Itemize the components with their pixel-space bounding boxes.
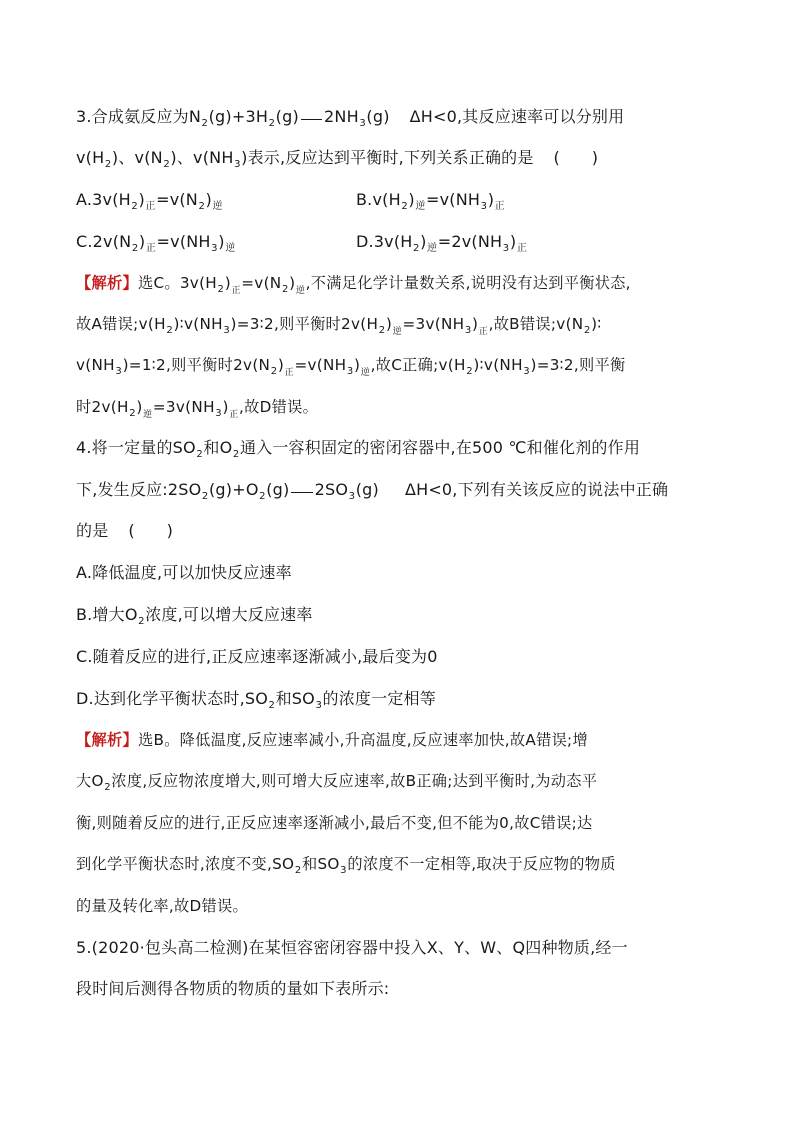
q4-analysis-line2: 大$O_2$浓度,反应物浓度增大,则可增大反应速率,故B正确;达到平衡时,为动态平 xyxy=(76,772,598,793)
q3-option-a: $A.3v(H_2)_正=v(N_2)_逆$ xyxy=(76,190,223,212)
q3-analysis-line3: $v(NH_3)=1∶2$,则平衡时$2v(N_2)_正=v(NH_3)_逆$,故C正确$;v(H_2)∶v(NH_3)=3∶2$,则平衡 xyxy=(76,356,626,378)
q4-stem-line1: 4.将一定量的$SO_2$和$O_2$通入一容积固定的密闭容器中,在500 ℃和催化剂的作用 xyxy=(76,438,641,460)
q4-stem-line2: 下,发生反应$:2SO_2(g)+O_2(g)$ $2SO_3(g)$ ΔH<0,下列有关该反应的说法中正确 xyxy=(76,480,669,502)
analysis-tag: 【解析】 xyxy=(76,731,138,749)
q3-analysis-line2: 故A错误$;v(H_2)∶v(NH_3)=3∶2$,则平衡时$2v(H_2)_逆=3v(NH_3)_正$,故B错误$;v(N_2)∶$ xyxy=(76,315,602,337)
equilibrium-arrow-icon xyxy=(291,479,312,501)
q3-option-b: $B.v(H_2)_逆=v(NH_3)_正$ xyxy=(356,190,505,212)
q5-stem-line2: 段时间后测得各物质的物质的量如下表所示: xyxy=(76,979,390,998)
q3-stem-line1: 3.合成氨反应为$N_2(g)+3H_2(g)$ $2NH_3(g)$ ΔH<0,其反应速率可以分别用 xyxy=(76,107,625,129)
q4-option-d: D.达到化学平衡状态时$,SO_2$和$SO_3$的浓度一定相等 xyxy=(76,689,436,711)
q3-stem-line2: $v(H_2)$、$v(N_2)$、$v(NH_3)$表示,反应达到平衡时,下列关系正确的是 ( ) xyxy=(76,148,599,170)
q4-option-b: B.增大$O_2$浓度,可以增大反应速率 xyxy=(76,605,313,627)
q4-analysis-line5: 的量及转化率,故D错误。 xyxy=(76,897,248,915)
q4-analysis-line4: 到化学平衡状态时,浓度不变$,SO_2$和$SO_3$的浓度不一定相等,取决于反应物的物质 xyxy=(76,855,616,876)
q3-option-c: $C.2v(N_2)_正=v(NH_3)_逆$ xyxy=(76,232,236,254)
q4-analysis-line3: 衡,则随着反应的进行,正反应速率逐渐减小,最后不变,但不能为0,故C错误;达 xyxy=(76,814,593,832)
q3-option-d: $D.3v(H_2)_逆=2v(NH_3)_正$ xyxy=(356,232,527,254)
analysis-tag: 【解析】 xyxy=(76,274,138,292)
q4-analysis-line1: 【解析】选B。降低温度,反应速率减小,升高温度,反应速率加快,故A错误;增 xyxy=(76,731,588,749)
q3-analysis-line1: 【解析】选C。$3v(H_2)_正=v(N_2)_逆$,不满足化学计量数关系,说明没有达到平衡状态, xyxy=(76,274,631,296)
q5-stem-line1: 5.(2020·包头高二检测)在某恒容密闭容器中投入X、Y、W、Q四种物质,经一 xyxy=(76,938,628,957)
q4-option-c: C.随着反应的进行,正反应速率逐渐减小,最后变为0 xyxy=(76,647,438,666)
equilibrium-arrow-icon xyxy=(301,106,322,128)
q4-stem-line3: 的是 ( ) xyxy=(76,521,173,540)
q4-option-a: A.降低温度,可以加快反应速率 xyxy=(76,563,292,582)
q3-analysis-line4: 时$2v(H_2)_逆=3v(NH_3)_正$,故D错误。 xyxy=(76,398,319,420)
